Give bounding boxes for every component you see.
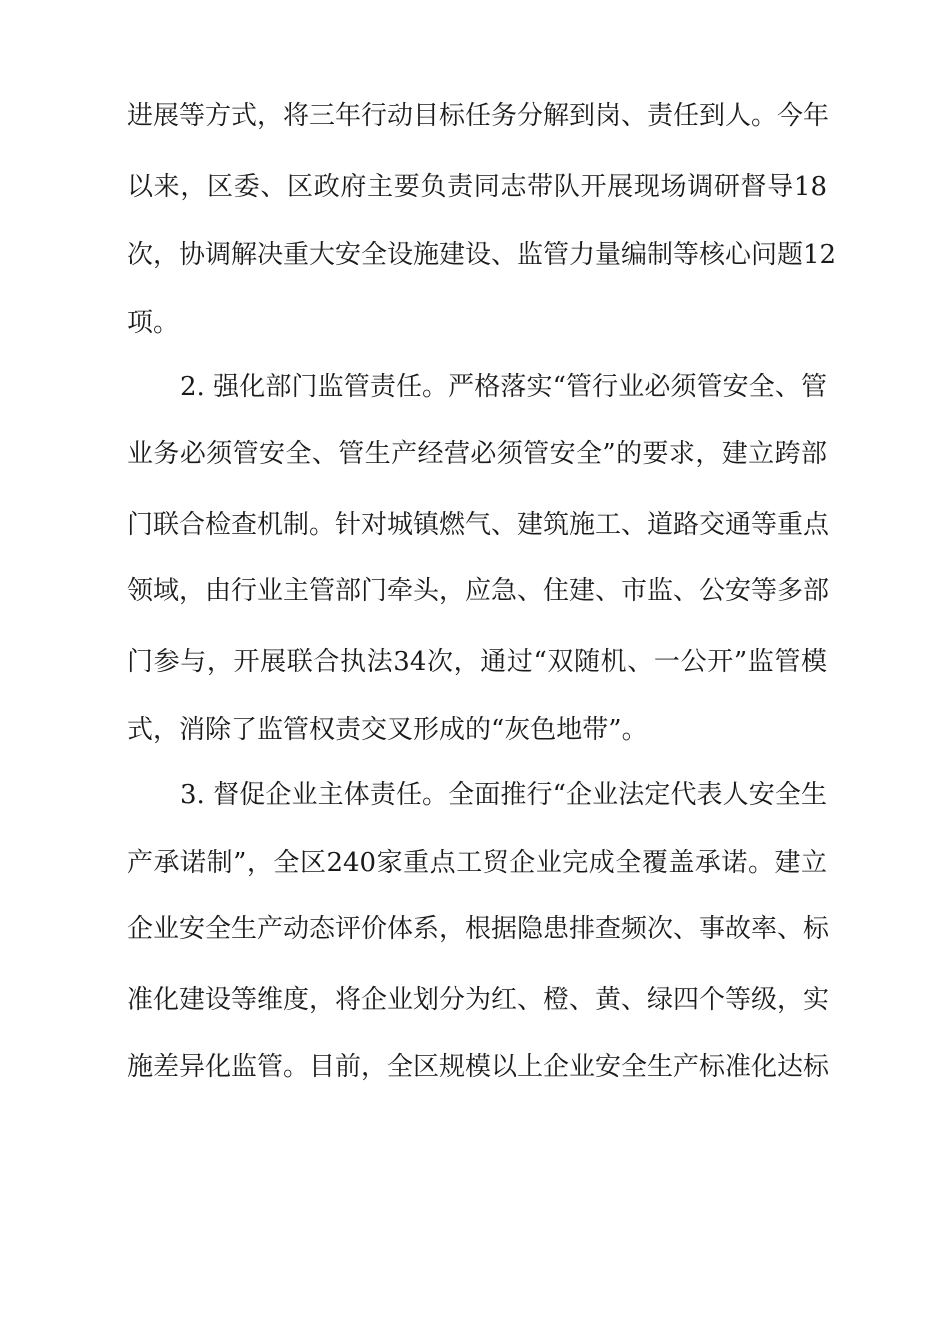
paragraph-line: 以来，区委、区政府主要负责同志带队开展现场调研督导18: [127, 172, 827, 202]
paragraph-line: 施差异化监管。目前，全区规模以上企业安全生产标准化达标: [127, 1052, 830, 1082]
paragraph-line: 次，协调解决重大安全设施建设、监管力量编制等核心问题12: [127, 240, 837, 270]
paragraph-line: 业务必须管安全、管生产经营必须管安全”的要求，建立跨部: [127, 439, 827, 469]
paragraph-line: 门联合检查机制。针对城镇燃气、建筑施工、道路交通等重点: [127, 510, 830, 540]
paragraph-line: 领域，由行业主管部门牵头，应急、住建、市监、公安等多部: [127, 576, 830, 606]
paragraph-line: 进展等方式，将三年行动目标任务分解到岗、责任到人。今年: [127, 101, 830, 131]
paragraph-line: 产承诺制”，全区240家重点工贸企业完成全覆盖承诺。建立: [127, 848, 827, 878]
paragraph-line: 2. 强化部门监管责任。严格落实“管行业必须管安全、管: [180, 372, 827, 402]
paragraph-line: 式，消除了监管权责交叉形成的“灰色地带”。: [127, 715, 648, 745]
paragraph-line: 3. 督促企业主体责任。全面推行“企业法定代表人安全生: [180, 780, 827, 810]
paragraph-line: 项。: [127, 308, 180, 338]
paragraph-line: 企业安全生产动态评价体系，根据隐患排查频次、事故率、标: [127, 914, 830, 944]
paragraph-line: 准化建设等维度，将企业划分为红、橙、黄、绿四个等级，实: [127, 985, 830, 1015]
paragraph-line: 门参与，开展联合执法34次，通过“双随机、一公开”监管模: [127, 647, 827, 677]
